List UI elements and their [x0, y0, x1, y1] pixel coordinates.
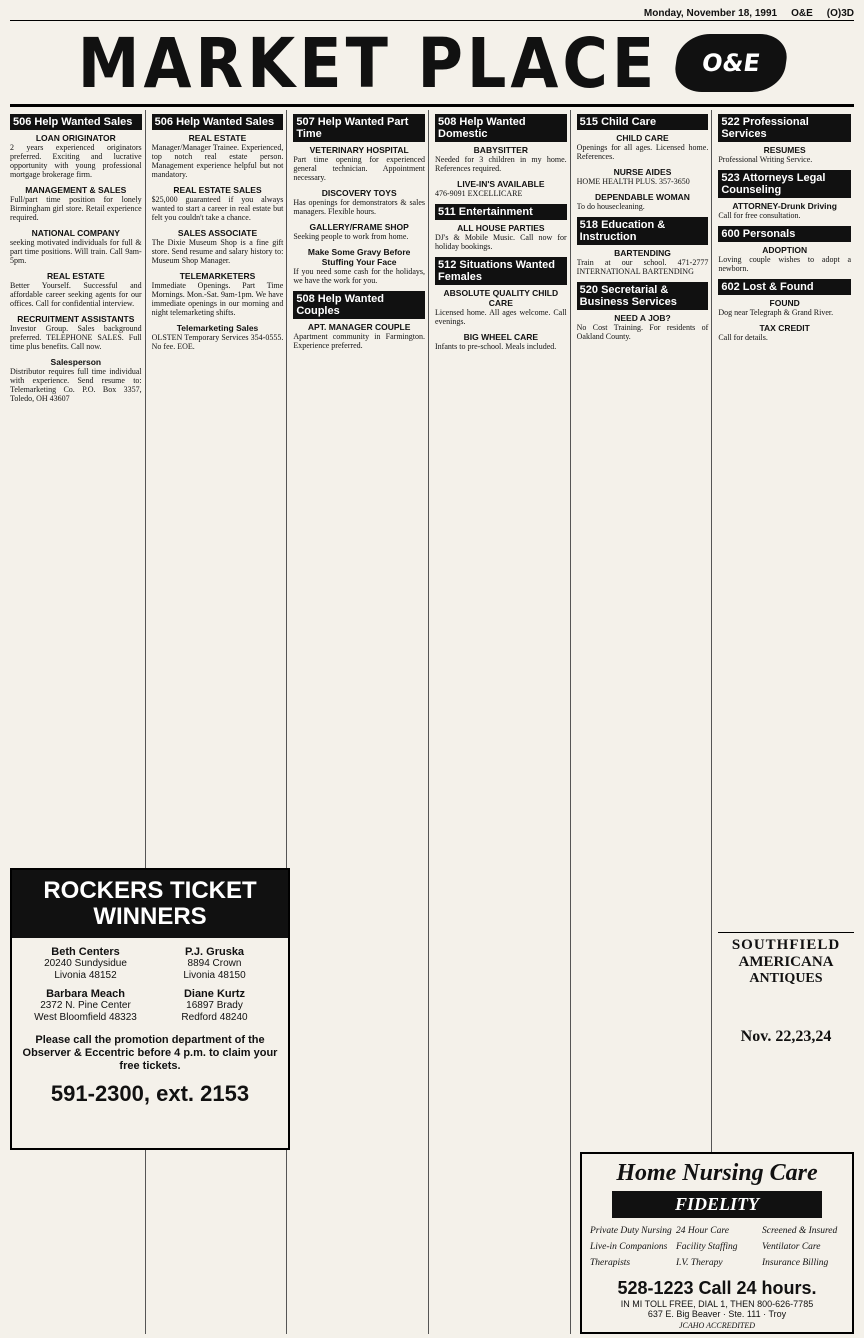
ad-heading: ATTORNEY-Drunk Driving [732, 201, 837, 211]
section-header: 522 Professional Services [718, 114, 851, 142]
promo-phone: 591-2300, ext. 2153 [50, 1081, 250, 1106]
classified-ad [577, 192, 709, 211]
winner-name: P.J. Gruska [184, 946, 245, 958]
antiques-line3: ANTIQUES [749, 971, 823, 986]
column-4 [435, 110, 571, 1334]
ad-body: Apartment community in Farmington. Experience preferred. [293, 332, 425, 350]
hnc-services [582, 1222, 852, 1272]
section-header: 507 Help Wanted Part Time [293, 114, 425, 142]
issue-date: Monday, November 18, 1991 [643, 7, 778, 19]
classified-ad [152, 133, 284, 179]
antiques-show-ad [718, 932, 854, 1005]
winner-addr2: Redford 48240 [181, 1012, 248, 1023]
ad-body: DJ's & Mobile Music. Call now for holiday bookings. [435, 233, 567, 251]
ad-heading: REAL ESTATE [188, 133, 247, 143]
ad-body: Licensed home. All ages welcome. Call evenings. [435, 308, 567, 326]
ad-heading: SALES ASSOCIATE [177, 228, 258, 238]
ad-body: Seeking people to work from home. [293, 232, 409, 241]
classified-ad [10, 185, 142, 222]
ad-heading: ADOPTION [762, 245, 808, 255]
winner-addr1: 16897 Brady [186, 1000, 243, 1011]
section-header: 506 Help Wanted Sales [152, 114, 284, 130]
ad-heading: CHILD CARE [616, 133, 669, 143]
ad-body: If you need some cash for the holidays, we have the work for you. [293, 267, 425, 285]
ad-heading: NATIONAL COMPANY [31, 228, 120, 238]
section-header: 518 Education & Instruction [577, 217, 709, 245]
ad-heading: BABYSITTER [473, 145, 528, 155]
ad-body: Call for free consultation. [718, 211, 801, 220]
ad-heading: RECRUITMENT ASSISTANTS [17, 314, 135, 324]
ad-heading: ALL HOUSE PARTIES [457, 223, 545, 233]
ad-body: Full/part time position for lonely Birmingham girl store. Retail experience required. [10, 195, 142, 222]
hnc-address: 637 E. Big Beaver · Ste. 111 · Troy [647, 1309, 787, 1319]
winner-addr2: Livonia 48150 [183, 970, 246, 981]
rockers-winners-box [10, 868, 290, 1150]
ad-body: Call for details. [718, 333, 768, 342]
classified-ad [293, 222, 425, 241]
ad-body: To do housecleaning. [576, 202, 645, 211]
hnc-service-item: Therapists [590, 1258, 631, 1268]
promo-text: Please call the promotion department of the Observer & Eccentric before 4 p.m. to claim your free tickets. [22, 1034, 278, 1072]
winner-name: Diane Kurtz [183, 988, 246, 1000]
column-3 [293, 110, 429, 1334]
masthead [10, 22, 854, 107]
hnc-fidelity: FIDELITY [612, 1191, 822, 1218]
section-header: 602 Lost & Found [718, 279, 851, 295]
section-header: 515 Child Care [577, 114, 709, 130]
classified-ad [152, 323, 284, 351]
hnc-service-item: Private Duty Nursing [590, 1226, 672, 1236]
ad-body: No Cost Training. For residents of Oakland County. [576, 323, 709, 341]
hnc-phone: 528-1223 Call 24 hours. [617, 1278, 817, 1298]
hnc-service-item: Facility Staffing [676, 1242, 738, 1252]
ad-heading: LIVE-IN'S AVAILABLE [457, 179, 545, 189]
home-nursing-care-ad [580, 1152, 854, 1334]
classified-ad [718, 245, 851, 273]
ad-body: Openings for all ages. Licensed home. References. [576, 143, 709, 161]
ad-body: Manager/Manager Trainee. Experienced, top notch real estate person. Management experience helpful but not mandatory. [151, 143, 284, 179]
classified-ad [435, 288, 567, 326]
ad-body: Part time opening for experienced general technician. Appointment necessary. [293, 155, 425, 182]
section-header: 511 Entertainment [435, 204, 567, 220]
hnc-service-item: Ventilator Care [762, 1242, 821, 1252]
classified-ad [718, 298, 851, 317]
winner-entry [26, 946, 145, 982]
ad-heading: TAX CREDIT [759, 323, 810, 333]
classified-grid [10, 110, 854, 1334]
ad-body: The Dixie Museum Shop is a fine gift store. Send resume and salary history to: Museum Shop Manager. [151, 238, 284, 265]
ad-heading: RESUMES [763, 145, 806, 155]
section-header: 520 Secretarial & Business Services [577, 282, 709, 310]
classified-ad [152, 228, 284, 265]
section-header: 506 Help Wanted Sales [10, 114, 142, 130]
classified-ad [10, 228, 142, 265]
ad-heading: Make Some Gravy Before Stuffing Your Face [307, 247, 411, 267]
ad-body: Immediate Openings. Part Time Mornings. Mon.-Sat. 9am-1pm. We have immediate openings in our morning and night telemarketing shifts. [151, 281, 284, 317]
column-2 [152, 110, 288, 1334]
classified-ad [10, 271, 142, 308]
classified-ad [293, 188, 425, 216]
ad-body: Infants to pre-school. Meals included. [435, 342, 557, 351]
section-header: 508 Help Wanted Domestic [435, 114, 567, 142]
oe-logo: O&E [672, 34, 790, 92]
ad-heading: Telemarketing Sales [176, 323, 259, 333]
ad-body: Investor Group. Sales background preferred. TELEPHONE SALES. Full time plus benefits. Call now. [10, 324, 142, 351]
winner-addr2: West Bloomfield 48323 [34, 1012, 137, 1023]
classified-ad [435, 145, 567, 173]
section-header: 512 Situations Wanted Females [435, 257, 567, 285]
ad-heading: LOAN ORIGINATOR [35, 133, 116, 143]
classified-ad [293, 145, 425, 182]
hnc-service-item: Screened & Insured [762, 1226, 838, 1236]
section-header: 600 Personals [718, 226, 851, 242]
ad-heading: ABSOLUTE QUALITY CHILD CARE [443, 288, 559, 308]
ad-heading: NURSE AIDES [613, 167, 672, 177]
classified-ad [577, 133, 709, 161]
ad-body: $25,000 guaranteed if you always wanted to start a career in real estate but felt you couldn't take a chance. [151, 195, 284, 222]
ad-body: 476-9091 EXCELLICARE [435, 189, 523, 198]
ad-heading: APT. MANAGER COUPLE [307, 322, 411, 332]
classified-ad [435, 179, 567, 198]
ad-body: Train at our school. 471-2777 INTERNATIONAL BARTENDING [576, 258, 709, 276]
ad-heading: REAL ESTATE SALES [173, 185, 262, 195]
ad-heading: DEPENDABLE WOMAN [595, 192, 690, 202]
ad-body: Professional Writing Service. [718, 155, 813, 164]
classified-ad [577, 248, 709, 276]
ad-body: 2 years experienced originators preferred. Exciting and lucrative opportunity with young professional mortgage brokerage firm. [10, 143, 142, 179]
winner-name: Barbara Meach [46, 988, 125, 1000]
hnc-service-item: Live-in Companions [590, 1242, 668, 1252]
ad-heading: TELEMARKETERS [179, 271, 256, 281]
winner-addr2: Livonia 48152 [54, 970, 117, 981]
column-5 [577, 110, 713, 1334]
winners-list [12, 938, 288, 1032]
ad-body: Loving couple wishes to adopt a newborn. [718, 255, 851, 273]
section-header: 508 Help Wanted Couples [293, 291, 425, 319]
page-header-bar [10, 6, 854, 21]
ad-heading: NEED A JOB? [614, 313, 671, 323]
classified-ad [152, 271, 284, 317]
ad-body: Distributor requires full time individual with experience. Send resume to: Telemarketing Co. P.O. Box 3357, Toledo, OH 43607 [10, 367, 142, 403]
classified-ad [293, 322, 425, 350]
winner-addr1: 2372 N. Pine Center [40, 1000, 131, 1011]
ad-body: Has openings for demonstrators & sales managers. Flexible hours. [293, 198, 425, 216]
winner-entry [26, 988, 145, 1024]
classified-ad [577, 167, 709, 186]
hnc-accreditation: JCAHO ACCREDITED [678, 1321, 756, 1330]
section-name: O&E [791, 7, 813, 19]
classified-ad [718, 323, 851, 342]
classified-ad [10, 133, 142, 179]
ad-heading: VETERINARY HOSPITAL [309, 145, 409, 155]
hnc-name: Home Nursing Care [616, 1160, 818, 1186]
ad-heading: REAL ESTATE [47, 271, 105, 281]
hnc-tollfree: IN MI TOLL FREE, DIAL 1, THEN 800-626-7785 [620, 1299, 814, 1309]
classified-ad [435, 332, 567, 351]
ad-heading: MANAGEMENT & SALES [25, 185, 127, 195]
column-1 [10, 110, 146, 1334]
classified-ad [10, 314, 142, 351]
section-header: 523 Attorneys Legal Counseling [718, 170, 851, 198]
winner-addr1: 8894 Crown [187, 958, 242, 969]
classified-ad [10, 357, 142, 403]
ad-body: Needed for 3 children in my home. References required. [435, 155, 567, 173]
page-number: (O)3D [826, 7, 854, 19]
ad-body: HOME HEALTH PLUS. 357-3650 [576, 177, 690, 186]
winner-entry [155, 946, 274, 982]
column-6 [718, 110, 854, 1334]
ad-body: seeking motivated individuals for full & part time positions. Will train. Call 9am-5pm. [10, 238, 142, 265]
ad-body: Better Yourself. Successful and affordable career seeking agents for our offices. Call for confidential interview. [10, 281, 142, 308]
classified-ad [577, 313, 709, 341]
ad-heading: BARTENDING [614, 248, 671, 258]
ad-heading: BIG WHEEL CARE [463, 332, 539, 342]
antiques-dates: Nov. 22,23,24 [718, 1028, 854, 1046]
hnc-service-item: I.V. Therapy [676, 1258, 723, 1268]
winner-addr1: 20240 Sundysidue [44, 958, 127, 969]
winner-name: Beth Centers [51, 946, 120, 958]
antiques-line2: AMERICANA [738, 954, 834, 970]
antiques-line1: SOUTHFIELD [731, 937, 841, 953]
ad-body: OLSTEN Temporary Services 354-0555. No fee. EOE. [151, 333, 284, 351]
ad-body: Dog near Telegraph & Grand River. [718, 308, 834, 317]
hnc-service-item: 24 Hour Care [676, 1226, 729, 1236]
classified-ad [152, 185, 284, 222]
ad-heading: GALLERY/FRAME SHOP [309, 222, 409, 232]
rockers-title: ROCKERS TICKET WINNERS [12, 870, 288, 938]
ad-heading: Salesperson [50, 357, 102, 367]
winner-entry [155, 988, 274, 1024]
classified-ad [435, 223, 567, 251]
ad-heading: FOUND [769, 298, 800, 308]
ad-heading: DISCOVERY TOYS [321, 188, 397, 198]
classified-ad [718, 201, 851, 220]
hnc-service-item: Insurance Billing [762, 1258, 829, 1268]
section-title: MARKET PLACE [77, 22, 659, 104]
classified-ad [293, 247, 425, 285]
classified-ad [718, 145, 851, 164]
